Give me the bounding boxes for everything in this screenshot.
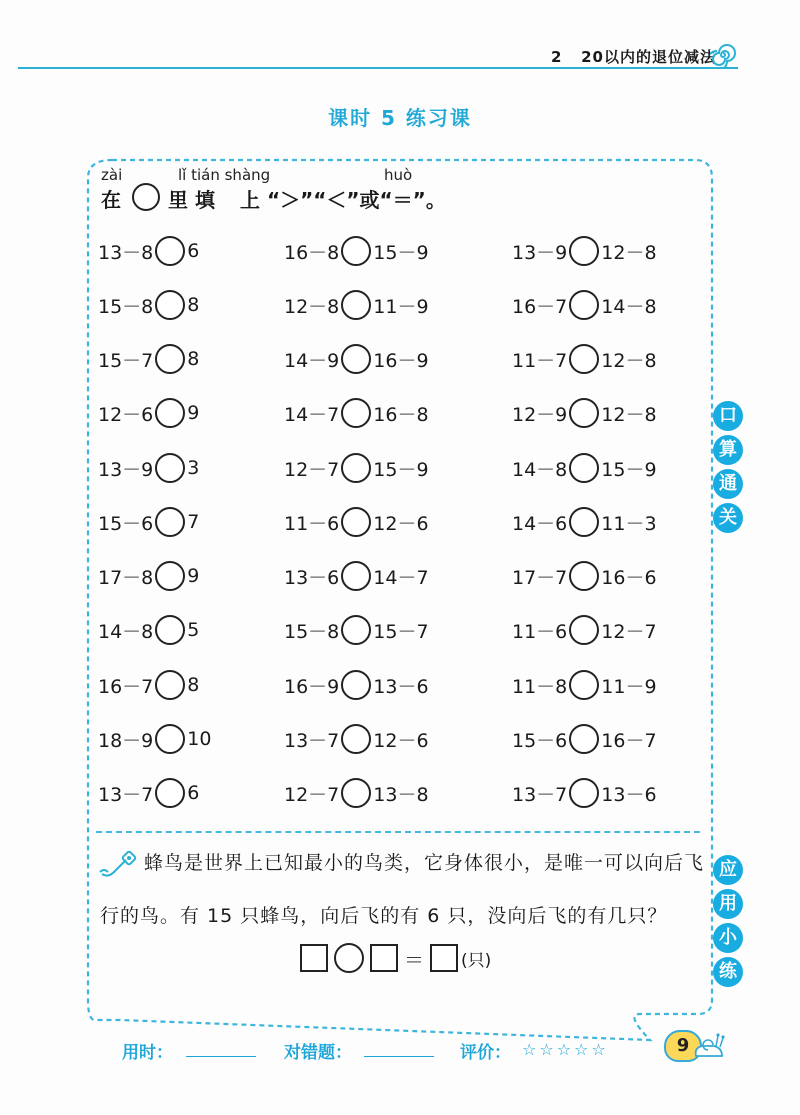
pinyin-huo: huò bbox=[384, 166, 413, 184]
answer-circle[interactable] bbox=[341, 615, 371, 645]
word-problem-line-1: 蜂鸟是世界上已知最小的鸟类，它身体很小，是唯一可以向后飞 bbox=[144, 852, 705, 874]
expression-left: 13－6 bbox=[284, 566, 340, 589]
expression-left: 15－6 bbox=[98, 512, 154, 535]
answer-circle[interactable] bbox=[155, 290, 185, 320]
expression-right: 9 bbox=[187, 565, 200, 587]
expression-left: 16－7 bbox=[98, 675, 154, 698]
expression-left: 11－8 bbox=[512, 675, 568, 698]
expression-right: 16－8 bbox=[373, 403, 429, 426]
errors-label: 对错题： bbox=[284, 1043, 352, 1063]
answer-box-result[interactable] bbox=[430, 944, 458, 972]
side-tab-oral bbox=[712, 400, 748, 536]
problem-row bbox=[512, 668, 657, 702]
snail-icon bbox=[690, 1020, 726, 1060]
problem-row bbox=[98, 613, 199, 647]
expression-left: 15－8 bbox=[284, 620, 340, 643]
expression-left: 14－9 bbox=[284, 349, 340, 372]
answer-circle[interactable] bbox=[569, 778, 599, 808]
expression-left: 12－9 bbox=[512, 403, 568, 426]
side-tab-char: 用 bbox=[712, 888, 744, 920]
problem-row bbox=[98, 776, 199, 810]
expression-right: 12－8 bbox=[601, 403, 657, 426]
answer-circle[interactable] bbox=[341, 507, 371, 537]
expression-right: 11－9 bbox=[373, 295, 429, 318]
answer-circle[interactable] bbox=[341, 290, 371, 320]
expression-right: 16－7 bbox=[601, 729, 657, 752]
rating-stars[interactable]: ☆☆☆☆☆ bbox=[522, 1040, 609, 1059]
problem-row bbox=[98, 668, 199, 702]
problem-row bbox=[284, 559, 429, 593]
expression-left: 12－8 bbox=[284, 295, 340, 318]
answer-circle[interactable] bbox=[155, 507, 185, 537]
pinyin-litianshang: lǐ tián shàng bbox=[178, 166, 271, 184]
answer-circle[interactable] bbox=[155, 670, 185, 700]
answer-circle[interactable] bbox=[569, 670, 599, 700]
answer-circle[interactable] bbox=[569, 507, 599, 537]
expression-right: 14－8 bbox=[601, 295, 657, 318]
expression-right: 13－6 bbox=[601, 783, 657, 806]
rating-label: 评价： bbox=[460, 1043, 511, 1063]
side-tab-char: 应 bbox=[712, 854, 744, 886]
expression-right: 12－8 bbox=[601, 349, 657, 372]
answer-equation bbox=[300, 941, 491, 975]
expression-right: 8 bbox=[187, 348, 200, 370]
unit-label: (只) bbox=[461, 950, 492, 971]
answer-circle[interactable] bbox=[569, 290, 599, 320]
answer-circle[interactable] bbox=[569, 344, 599, 374]
expression-right: 15－9 bbox=[601, 458, 657, 481]
problem-row bbox=[512, 722, 657, 756]
expression-left: 11－6 bbox=[512, 620, 568, 643]
side-tab-char: 关 bbox=[712, 502, 744, 534]
pinyin-zai: zài bbox=[101, 166, 123, 184]
answer-circle[interactable] bbox=[569, 236, 599, 266]
answer-circle[interactable] bbox=[569, 724, 599, 754]
expression-left: 12－7 bbox=[284, 783, 340, 806]
expression-right: 6 bbox=[187, 782, 200, 804]
problem-row bbox=[284, 722, 429, 756]
side-tab-char: 小 bbox=[712, 922, 744, 954]
expression-left: 17－8 bbox=[98, 566, 154, 589]
operator-circle[interactable] bbox=[334, 943, 364, 973]
expression-left: 15－7 bbox=[98, 349, 154, 372]
errors-blank[interactable] bbox=[364, 1056, 434, 1057]
lesson-title: 课时 5 练习课 bbox=[328, 106, 472, 130]
expression-left: 13－9 bbox=[98, 458, 154, 481]
side-tab-char: 练 bbox=[712, 956, 744, 988]
problem-row bbox=[98, 342, 199, 376]
expression-right: 12－8 bbox=[601, 241, 657, 264]
side-tab-char: 通 bbox=[712, 468, 744, 500]
problem-row bbox=[284, 342, 429, 376]
expression-left: 11－6 bbox=[284, 512, 340, 535]
expression-right: 15－7 bbox=[373, 620, 429, 643]
answer-circle[interactable] bbox=[341, 778, 371, 808]
answer-circle[interactable] bbox=[155, 453, 185, 483]
problem-row bbox=[284, 505, 429, 539]
expression-left: 17－7 bbox=[512, 566, 568, 589]
problem-row bbox=[512, 342, 657, 376]
problem-row bbox=[512, 451, 657, 485]
expression-left: 16－8 bbox=[284, 241, 340, 264]
problem-row bbox=[512, 234, 657, 268]
expression-right: 14－7 bbox=[373, 566, 429, 589]
expression-right: 11－3 bbox=[601, 512, 657, 535]
problem-row bbox=[512, 776, 657, 810]
expression-right: 10 bbox=[187, 728, 212, 750]
expression-right: 12－6 bbox=[373, 512, 429, 535]
answer-circle[interactable] bbox=[155, 236, 185, 266]
expression-left: 13－9 bbox=[512, 241, 568, 264]
answer-circle[interactable] bbox=[155, 561, 185, 591]
expression-left: 15－6 bbox=[512, 729, 568, 752]
answer-circle[interactable] bbox=[341, 398, 371, 428]
answer-circle[interactable] bbox=[155, 615, 185, 645]
problem-row bbox=[512, 613, 657, 647]
word-problem-line-2: 行的鸟。有 15 只蜂鸟，向后飞的有 6 只，没向后飞的有几只？ bbox=[100, 905, 668, 927]
answer-circle[interactable] bbox=[569, 561, 599, 591]
expression-right: 15－9 bbox=[373, 458, 429, 481]
equals-sign: ＝ bbox=[404, 947, 424, 972]
expression-right: 13－8 bbox=[373, 783, 429, 806]
instruction-part2: 里 填 bbox=[168, 188, 215, 212]
problem-row bbox=[98, 722, 211, 756]
side-tab-apply bbox=[712, 854, 748, 990]
expression-right: 9 bbox=[187, 402, 200, 424]
answer-circle[interactable] bbox=[155, 778, 185, 808]
problem-row bbox=[98, 559, 199, 593]
side-tab-char: 口 bbox=[712, 400, 744, 432]
answer-circle[interactable] bbox=[155, 724, 185, 754]
side-tab-char: 算 bbox=[712, 434, 744, 466]
expression-left: 13－7 bbox=[512, 783, 568, 806]
answer-circle[interactable] bbox=[341, 236, 371, 266]
expression-right: 8 bbox=[187, 674, 200, 696]
problem-row bbox=[284, 234, 429, 268]
problem-row bbox=[98, 396, 199, 430]
answer-box-1[interactable] bbox=[300, 944, 328, 972]
expression-right: 3 bbox=[187, 457, 200, 479]
answer-circle[interactable] bbox=[341, 453, 371, 483]
expression-left: 11－7 bbox=[512, 349, 568, 372]
problem-row bbox=[284, 668, 429, 702]
time-blank[interactable] bbox=[186, 1056, 256, 1057]
section-divider bbox=[96, 831, 700, 833]
expression-left: 12－6 bbox=[98, 403, 154, 426]
problem-row bbox=[98, 234, 199, 268]
problem-row bbox=[284, 288, 429, 322]
expression-right: 8 bbox=[187, 294, 200, 316]
answer-circle[interactable] bbox=[341, 670, 371, 700]
problem-row bbox=[512, 288, 657, 322]
expression-right: 11－9 bbox=[601, 675, 657, 698]
answer-circle[interactable] bbox=[341, 724, 371, 754]
problem-row bbox=[284, 776, 429, 810]
problem-row bbox=[98, 505, 199, 539]
chapter-number: 2 bbox=[551, 48, 563, 66]
page-number: 9 bbox=[664, 1030, 702, 1062]
answer-circle[interactable] bbox=[155, 344, 185, 374]
time-label: 用时： bbox=[122, 1043, 173, 1063]
expression-right: 13－6 bbox=[373, 675, 429, 698]
expression-left: 14－6 bbox=[512, 512, 568, 535]
chapter-title: 20以内的退位减法 bbox=[581, 48, 716, 66]
answer-circle[interactable] bbox=[341, 561, 371, 591]
problem-row bbox=[284, 451, 429, 485]
expression-right: 16－9 bbox=[373, 349, 429, 372]
expression-right: 15－9 bbox=[373, 241, 429, 264]
expression-right: 5 bbox=[187, 619, 200, 641]
answer-circle[interactable] bbox=[569, 398, 599, 428]
expression-left: 16－7 bbox=[512, 295, 568, 318]
answer-circle[interactable] bbox=[341, 344, 371, 374]
expression-left: 16－9 bbox=[284, 675, 340, 698]
problem-row bbox=[98, 451, 199, 485]
problem-row bbox=[512, 396, 657, 430]
instruction-part3: 上 “＞”“＜”或“＝”。 bbox=[240, 188, 446, 212]
problem-row bbox=[98, 288, 199, 322]
answer-circle[interactable] bbox=[155, 398, 185, 428]
expression-left: 14－8 bbox=[98, 620, 154, 643]
expression-right: 16－6 bbox=[601, 566, 657, 589]
expression-left: 18－9 bbox=[98, 729, 154, 752]
problem-row bbox=[512, 559, 657, 593]
problem-row bbox=[512, 505, 657, 539]
expression-right: 6 bbox=[187, 240, 200, 262]
answer-box-2[interactable] bbox=[370, 944, 398, 972]
expression-left: 12－7 bbox=[284, 458, 340, 481]
expression-left: 15－8 bbox=[98, 295, 154, 318]
expression-left: 13－7 bbox=[98, 783, 154, 806]
answer-circle[interactable] bbox=[569, 615, 599, 645]
expression-left: 13－7 bbox=[284, 729, 340, 752]
instruction-part1: 在 bbox=[101, 188, 121, 212]
problem-row bbox=[284, 396, 429, 430]
expression-left: 14－8 bbox=[512, 458, 568, 481]
expression-right: 12－6 bbox=[373, 729, 429, 752]
expression-right: 7 bbox=[187, 511, 200, 533]
hammer-icon bbox=[98, 850, 140, 880]
expression-left: 13－8 bbox=[98, 241, 154, 264]
problem-row bbox=[284, 613, 429, 647]
instruction-circle bbox=[132, 183, 160, 211]
answer-circle[interactable] bbox=[569, 453, 599, 483]
expression-left: 14－7 bbox=[284, 403, 340, 426]
expression-right: 12－7 bbox=[601, 620, 657, 643]
